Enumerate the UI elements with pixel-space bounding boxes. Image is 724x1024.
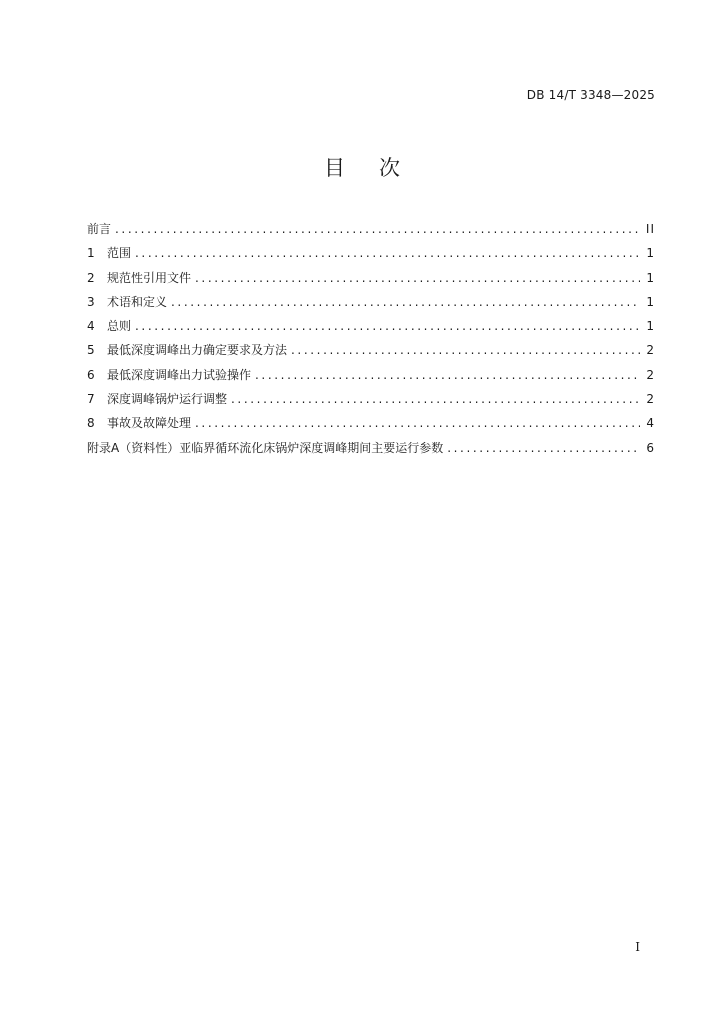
toc-leader-dots [171,290,640,314]
document-code: DB 14/T 3348—2025 [526,88,655,102]
toc-entry-7[interactable] [87,387,655,411]
toc-page-number: 2 [646,367,655,382]
title-part-1: 目 [324,156,345,180]
toc-entry-appendix-a[interactable] [87,436,655,460]
toc-leader-dots [255,363,640,387]
toc-leader-dots [195,411,640,435]
toc-page-number: 2 [646,392,655,407]
toc-leader-dots [195,266,640,290]
toc-leader-dots [291,338,640,362]
toc-leader-dots [115,217,640,241]
toc-entry-title: 最低深度调峰出力确定要求及方法 [107,343,288,358]
toc-entry-2[interactable] [87,266,655,290]
toc-entry-8[interactable] [87,411,655,435]
toc-leader-dots [135,314,640,338]
toc-page-number: 1 [646,319,655,334]
toc-entry-title: 范围 [107,246,132,261]
toc-page-number: 1 [646,246,655,261]
toc-page-number: 6 [646,440,655,455]
toc-entry-title: 最低深度调峰出力试验操作 [107,367,252,382]
toc-entry-number: 7 [87,392,95,407]
toc-entry-3[interactable] [87,290,655,314]
toc-entry-title: 总则 [107,319,132,334]
toc-entry-number: 3 [87,294,95,309]
toc-leader-dots [135,241,640,265]
toc-entry-number: 5 [87,343,95,358]
toc-leader-dots [231,387,640,411]
toc-page-number: II [645,222,655,236]
page-title [0,152,724,182]
toc-entry-foreword[interactable] [87,217,655,241]
toc-entry-5[interactable] [87,338,655,362]
toc-entry-1[interactable] [87,241,655,265]
toc-entry-title: 前言 [87,222,112,236]
toc-page-number: 4 [646,416,655,431]
toc-entry-title: 事故及故障处理 [107,416,192,431]
page-number: I [635,940,640,954]
toc-page-number: 2 [646,343,655,358]
toc-entry-4[interactable] [87,314,655,338]
table-of-contents [87,217,655,460]
toc-entry-number: 1 [87,246,95,261]
toc-entry-6[interactable] [87,363,655,387]
toc-leader-dots [447,436,640,460]
toc-entry-number: 8 [87,416,95,431]
toc-page-number: 1 [646,270,655,285]
toc-entry-title: 术语和定义 [107,294,168,309]
toc-entry-number: 4 [87,319,95,334]
title-part-2: 次 [379,156,400,180]
toc-entry-title: 规范性引用文件 [107,270,192,285]
toc-entry-number: 6 [87,367,95,382]
toc-entry-number: 2 [87,270,95,285]
toc-entry-title: 深度调峰锅炉运行调整 [107,392,228,407]
toc-entry-title: 附录A（资料性）亚临界循环流化床锅炉深度调峰期间主要运行参数 [87,440,444,455]
toc-page-number: 1 [646,294,655,309]
